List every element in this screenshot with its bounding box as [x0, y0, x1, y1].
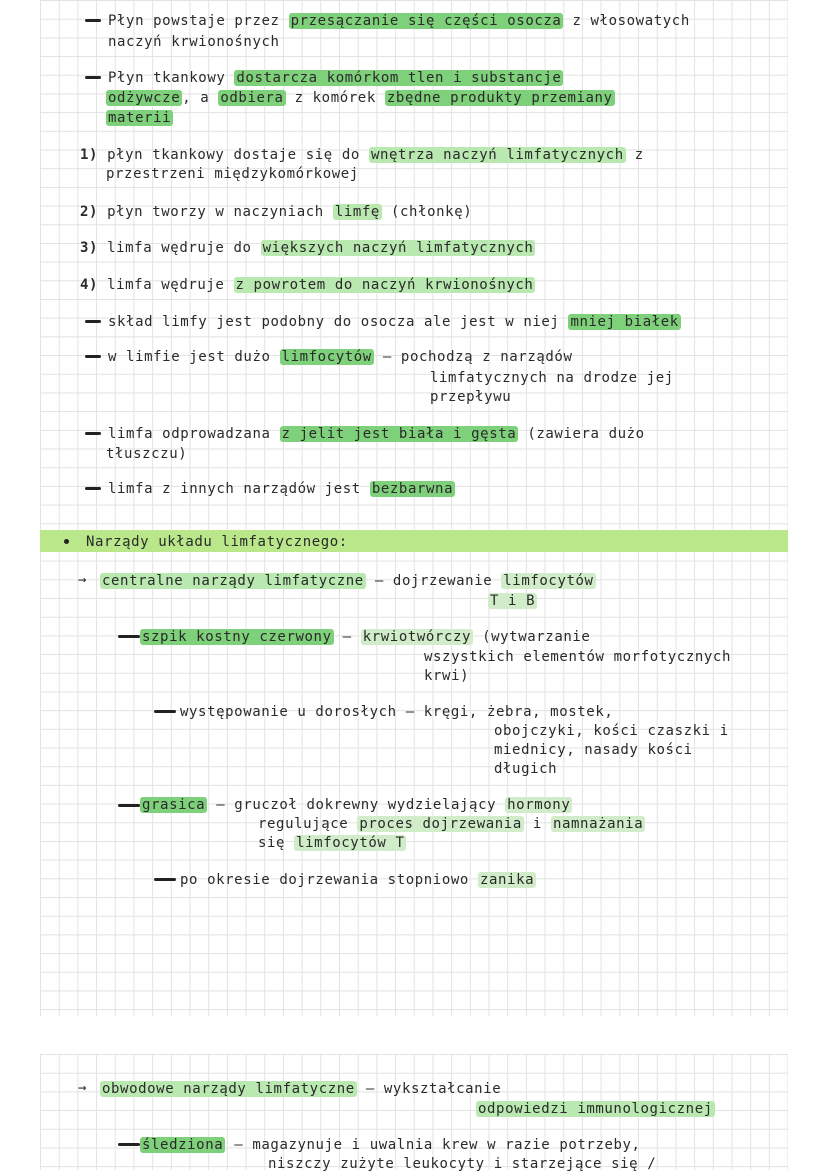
step-4 — [80, 276, 535, 294]
note-text: – wykształcanie — [356, 1081, 502, 1097]
note-text: z komórek — [285, 90, 385, 106]
note-text: płyn tkankowy dostaje się do — [98, 147, 369, 163]
arrow-icon: → — [78, 1080, 88, 1096]
highlight: szpik kostny czerwony — [142, 629, 332, 645]
highlight: dostarcza komórkom tlen i substancje — [236, 70, 562, 86]
note-line: niszczy zużyte leukocyty i starzejące się / — [268, 1156, 657, 1172]
note-text: – dojrzewanie — [365, 573, 502, 589]
note-line: naczyń krwionośnych — [108, 34, 280, 50]
step-2 — [80, 203, 472, 221]
note-text: regulujące — [258, 816, 358, 832]
note-text: Płyn powstaje przez — [108, 13, 289, 29]
note-line — [180, 871, 536, 889]
bullet-icon — [64, 539, 69, 544]
note-text: – — [333, 629, 361, 645]
step-number: 1) — [80, 147, 99, 163]
highlight: limfocytów T — [296, 835, 405, 851]
note-line — [140, 796, 572, 814]
note-text: limfa z innych narządów jest — [108, 481, 370, 497]
note-text: w limfie jest dużo — [108, 349, 280, 365]
dash-marker — [154, 710, 176, 713]
highlight: wnętrza naczyń limfatycznych — [370, 147, 624, 163]
note-text: – magazynuje i uwalnia krew w razie potrzeby, — [225, 1137, 641, 1153]
note-line — [258, 815, 645, 833]
highlight: zanika — [479, 872, 535, 888]
note-line — [106, 109, 173, 127]
note-line — [476, 1100, 715, 1118]
note-line: występowanie u dorosłych – kręgi, żebra, mostek, — [180, 704, 614, 720]
dash-marker — [85, 432, 101, 435]
note-text: z — [625, 147, 644, 163]
note-line: długich — [494, 761, 558, 777]
highlight: odżywcze — [108, 90, 181, 106]
dash-marker — [118, 804, 140, 807]
highlight: obwodowe narządy limfatyczne — [102, 1081, 355, 1097]
dash-marker — [85, 355, 101, 358]
highlight: zbędne produkty przemiany — [386, 90, 613, 106]
note-text: (wytwarzanie — [473, 629, 591, 645]
note-text: – gruczoł dokrewny wydzielający — [207, 797, 506, 813]
note-line: krwi) — [424, 668, 470, 684]
note-text: się — [258, 835, 295, 851]
dash-marker — [85, 76, 101, 79]
note-line — [140, 628, 590, 646]
step-number: 3) — [80, 240, 99, 256]
note-text: limfa wędruje do — [98, 240, 261, 256]
step-3 — [80, 239, 535, 257]
note-line: tłuszczu) — [106, 446, 188, 462]
highlight: z powrotem do naczyń krwionośnych — [235, 277, 534, 293]
highlight: krwiotwórczy — [362, 629, 472, 645]
highlight: przesączanie się części osocza — [290, 13, 562, 29]
highlight: większych naczyń limfatycznych — [262, 240, 534, 256]
highlight: mniej białek — [570, 314, 679, 330]
note-text: z włosowatych — [563, 13, 690, 29]
dash-marker — [85, 487, 101, 490]
highlight: proces dojrzewania — [359, 816, 522, 832]
note-line — [108, 348, 572, 366]
highlight: limfocytów — [503, 573, 594, 589]
note-line — [140, 1136, 641, 1154]
highlight: namnażania — [552, 816, 644, 832]
note-line: przepływu — [430, 389, 512, 405]
note-line: miednicy, nasady kości — [494, 742, 693, 758]
note-line — [100, 572, 596, 590]
note-text: (zawiera dużo — [518, 426, 645, 442]
note-line: wszystkich elementów morfotycznych — [424, 649, 731, 665]
highlight: centralne narządy limfatyczne — [102, 573, 364, 589]
highlight: grasica — [142, 797, 206, 813]
highlight: limfę — [334, 204, 380, 220]
note-text: – pochodzą z narządów — [373, 349, 573, 365]
highlight: hormony — [507, 797, 571, 813]
note-line: limfatycznych na drodze jej — [430, 370, 674, 386]
note-text: płyn tworzy w naczyniach — [98, 204, 333, 220]
dash-marker — [118, 1143, 140, 1146]
highlight: odbiera — [220, 90, 284, 106]
note-line: obojczyki, kości czaszki i — [494, 723, 729, 739]
arrow-icon: → — [78, 572, 88, 588]
highlight: z jelit jest biała i gęsta — [281, 426, 517, 442]
note-line — [108, 12, 690, 30]
note-text: (chłonkę) — [381, 204, 473, 220]
step-number: 2) — [80, 204, 99, 220]
note-text: skład limfy jest podobny do osocza ale jest w niej — [108, 314, 569, 330]
highlight: śledziona — [142, 1137, 224, 1153]
highlight: limfocytów — [281, 349, 372, 365]
note-text: limfa wędruje — [98, 277, 234, 293]
highlight: bezbarwna — [371, 481, 454, 497]
note-text: i — [523, 816, 551, 832]
note-line — [258, 834, 406, 852]
note-text: limfa odprowadzana — [108, 426, 280, 442]
note-line — [108, 313, 681, 331]
note-line — [108, 425, 645, 443]
dash-marker — [118, 635, 140, 638]
highlight: materii — [108, 110, 172, 126]
note-line — [100, 1080, 501, 1098]
dash-marker — [154, 878, 176, 881]
step-number: 4) — [80, 277, 99, 293]
note-text: Płyn tkankowy — [108, 70, 235, 86]
section-title: Narządy układu limfatycznego: — [86, 534, 348, 550]
note-text: po okresie dojrzewania stopniowo — [180, 872, 478, 888]
note-text: , a — [182, 90, 219, 106]
note-line — [108, 480, 455, 498]
note-line: przestrzeni międzykomórkowej — [106, 166, 359, 182]
dash-marker — [85, 320, 101, 323]
dash-marker — [85, 19, 101, 22]
note-line — [488, 592, 537, 610]
note-line — [106, 89, 615, 107]
highlight: T i B — [490, 593, 536, 609]
note-line — [108, 69, 563, 87]
highlight: odpowiedzi immunologicznej — [478, 1101, 713, 1117]
step-1 — [80, 146, 644, 164]
